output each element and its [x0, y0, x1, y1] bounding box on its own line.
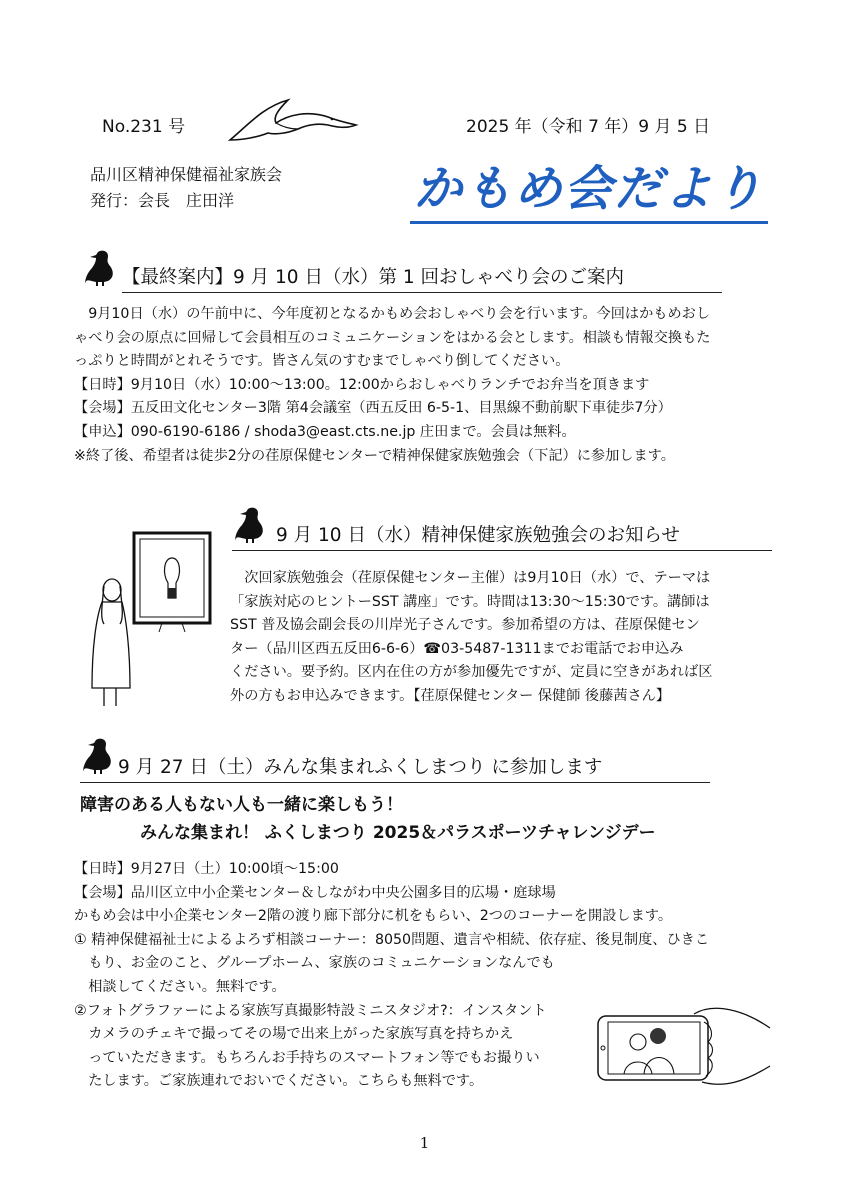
section3-item2-line: ②フォトグラファーによる家族写真撮影特設ミニスタジオ?：インスタント	[74, 1002, 547, 1019]
issue-number: No.231 号	[102, 117, 186, 137]
woman-at-painting-illustration	[84, 528, 214, 714]
publisher-block	[90, 162, 282, 214]
publisher: 発行：会長 庄田洋	[90, 191, 235, 210]
section1-line: っぷりと時間がとれそうです。皆さん気のすむまでしゃべり倒してください。	[74, 353, 570, 370]
seagull-icon	[228, 95, 358, 145]
org-name: 品川区精神保健福祉家族会	[90, 165, 283, 184]
newsletter-title: かもめ会だより	[410, 150, 768, 224]
section3-subtitle2: みんな集まれ！ ふくしまつり 2025＆パラスポーツチャレンジデー	[140, 823, 656, 843]
section3-item1-line: もり、お金のこと、グループホーム、家族のコミュニケーションなんでも	[74, 955, 555, 972]
section2-body	[230, 567, 712, 709]
section2-line: ください。要予約。区内在住の方が参加優先ですが、定員に空きがあれば区	[230, 664, 713, 681]
section1-note: ※終了後、希望者は徒歩2分の荏原保健センターで精神保健家族勉強会（下記）に参加します。	[74, 447, 675, 464]
section3-item2-line: たします。ご家族連れでおいでください。こちらも無料です。	[74, 1073, 484, 1090]
section3-datetime: 【日時】9月27日（土）10:00頃～15:00	[74, 861, 339, 877]
section3-item2-line: っていただきます。もちろんお手持ちのスマートフォン等でもお撮りい	[74, 1049, 540, 1066]
section1-apply: 【申込】090-6190-6186 / shoda3@east.cts.ne.jp 庄田まで。会員は無料。	[74, 423, 576, 440]
section3-venue: 【会場】品川区立中小企業センター＆しながわ中央公園多目的広場・庭球場	[74, 884, 556, 901]
section2-line: 外の方もお申込みできます。【荏原保健センター 保健師 後藤茜さん】	[230, 687, 671, 704]
section3-item2-line: カメラのチェキで撮ってその場で出来上がった家族写真を持ちかえ	[74, 1026, 514, 1043]
section3-item1-line: ① 精神保健福祉士によるよろず相談コーナー：8050問題、遺言や相続、依存症、後見制度、ひきこ	[74, 931, 710, 948]
section2-line: 次回家族勉強会（荏原保健センター主催）は9月10日（水）で、テーマは	[230, 570, 711, 586]
section1-body	[74, 303, 710, 468]
issue-date: 2025 年（令和 7 年）9 月 5 日	[466, 117, 711, 137]
section1-venue: 【会場】五反田文化センター3階 第4会議室（西五反田 6-5-1、目黒線不動前駅下車徒歩7分）	[74, 400, 672, 417]
section2-line: 「家族対応のヒントーSST 講座」です。時間は13:30～15:30です。講師は	[230, 593, 710, 610]
page-number: 1	[419, 1134, 430, 1152]
section3-heading: 9 月 27 日（土）みんな集まれふくしまつり に参加します	[80, 753, 710, 783]
bird-icon	[84, 248, 118, 288]
section2-line: ター（品川区西五反田6-6-6）☎03-5487-1311までお電話でお申込み	[230, 640, 684, 657]
section3-intro: かもめ会は中小企業センター2階の渡り廊下部分に机をもらい、2つのコーナーを開設します。	[74, 908, 673, 925]
section1-heading: 【最終案内】9 月 10 日（水）第 1 回おしゃべり会のご案内	[122, 263, 722, 293]
section3-subtitle1: 障害のある人もない人も一緒に楽しもう！	[80, 795, 403, 815]
section1-line: ゃべり会の原点に回帰して会員相互のコミュニケーションをはかる会とします。相談も情報交換もた	[74, 329, 711, 346]
section2-line: SST 普及協会副会長の川岸光子さんです。参加希望の方は、荏原保健セン	[230, 617, 700, 634]
section2-heading: 9 月 10 日（水）精神保健家族勉強会のお知らせ	[232, 521, 772, 551]
section1-datetime: 【日時】9月10日（水）10:00～13:00。12:00からおしゃべりランチでお弁当を頂きます	[74, 376, 650, 393]
smartphone-photo-illustration	[594, 1002, 774, 1092]
section3-item1-line: 相談してください。無料です。	[74, 978, 286, 995]
section1-line: 9月10日（水）の午前中に、今年度初となるかもめ会おしゃべり会を行います。今回はかもめおし	[74, 306, 711, 322]
